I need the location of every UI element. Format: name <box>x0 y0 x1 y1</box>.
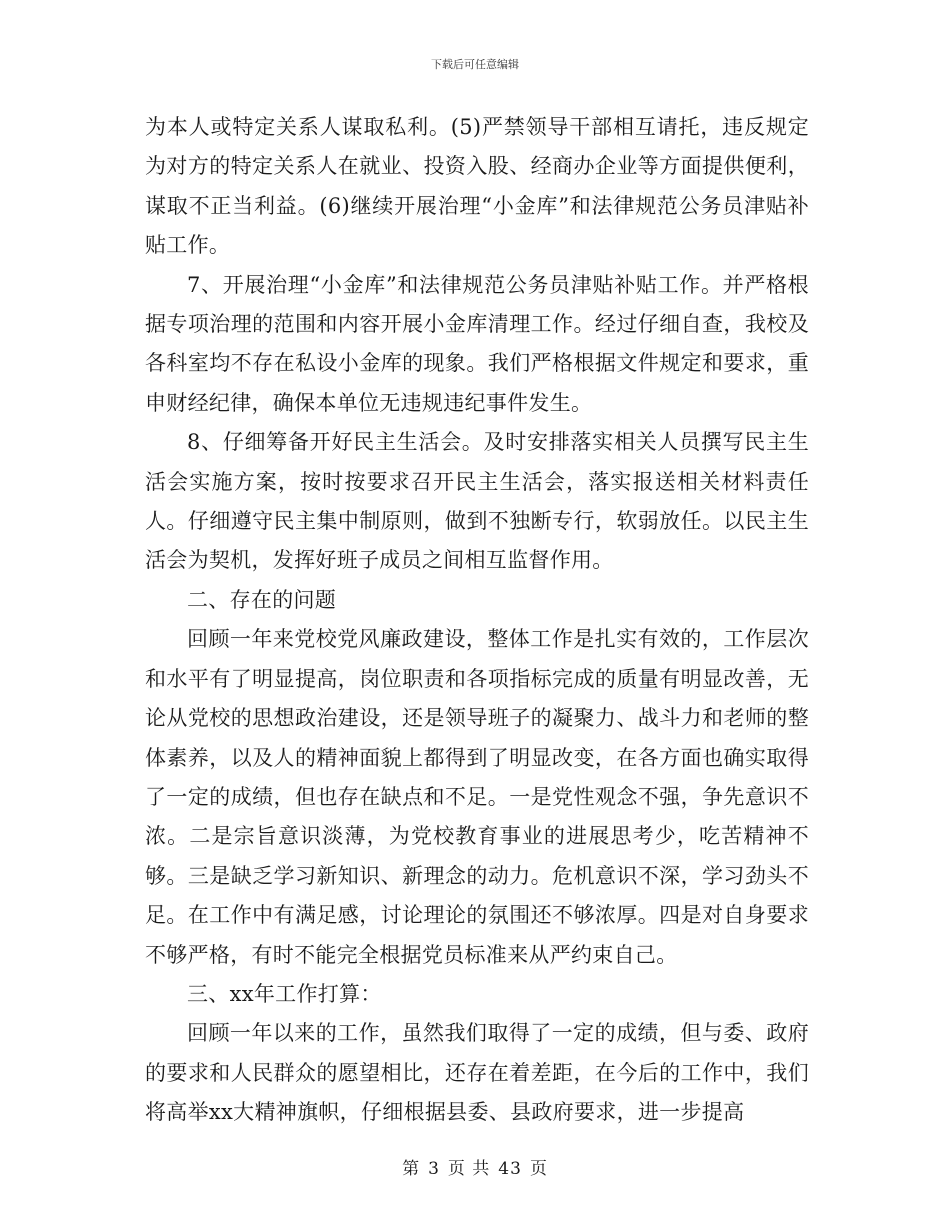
document-body <box>145 108 809 1133</box>
page-footer <box>0 1154 950 1179</box>
paragraph-5: 回顾一年以来的工作，虽然我们取得了一定的成绩，但与委、政府的要求和人民群众的愿望相比，还存在着差距，在今后的工作中，我们将高举xx大精神旗帜，仔细根据县委、县政府要求，进一步提高 <box>145 1021 809 1125</box>
header-note: 下载后可任意编辑 <box>431 58 519 71</box>
footer-prefix: 第 <box>402 1159 421 1179</box>
paragraph-3: 8、仔细筹备开好民主生活会。及时安排落实相关人员撰写民主生活会实施方案，按时按要求召开民主生活会，落实报送相关材料责任人。仔细遵守民主集中制原则，做到不独断专行，软弱放任。以民主生活会为契机，发挥好班子成员之间相互监督作用。 <box>145 430 809 573</box>
section-heading-problems: 二、存在的问题 <box>187 587 337 612</box>
paragraph-4: 回顾一年来党校党风廉政建设，整体工作是扎实有效的，工作层次和水平有了明显提高，岗位职责和各项指标完成的质量有明显改善，无论从党校的思想政治建设，还是领导班子的凝聚力、战斗力和老师的整体素养，以及人的精神面貌上都得到了明显改变，在各方面也确实取得了一定的成绩，但也存在缺点和不足。一是党性观念不强，争先意识不浓。二是宗旨意识淡薄，为党校教育事业的进展思考少，吃苦精神不够。三是缺乏学习新知识、新理念的动力。危机意识不深，学习劲头不足。在工作中有满足感，讨论理论的氛围还不够浓厚。四是对自身要求不够严格，有时不能完全根据党员标准来从严约束自己。 <box>145 627 809 967</box>
section-heading-plans: 三、xx年工作打算： <box>187 981 382 1006</box>
paragraph-1: 为本人或特定关系人谋取私利。(5)严禁领导干部相互请托，违反规定为对方的特定关系人在就业、投资入股、经商办企业等方面提供便利，谋取不正当利益。(6)继续开展治理“小金库”和法律规范公务员津贴补贴工作。 <box>145 115 809 258</box>
paragraph-2: 7、开展治理“小金库”和法律规范公务员津贴补贴工作。并严格根据专项治理的范围和内容开展小金库清理工作。经过仔细自查，我校及各科室均不存在私设小金库的现象。我们严格根据文件规定和要求，重申财经纪律，确保本单位无违规违纪事件发生。 <box>145 272 809 415</box>
footer-suffix: 页 <box>529 1159 548 1179</box>
footer-total-pages: 43 <box>498 1159 522 1179</box>
footer-current-page: 3 <box>428 1159 440 1179</box>
footer-middle: 页 共 <box>447 1159 491 1179</box>
